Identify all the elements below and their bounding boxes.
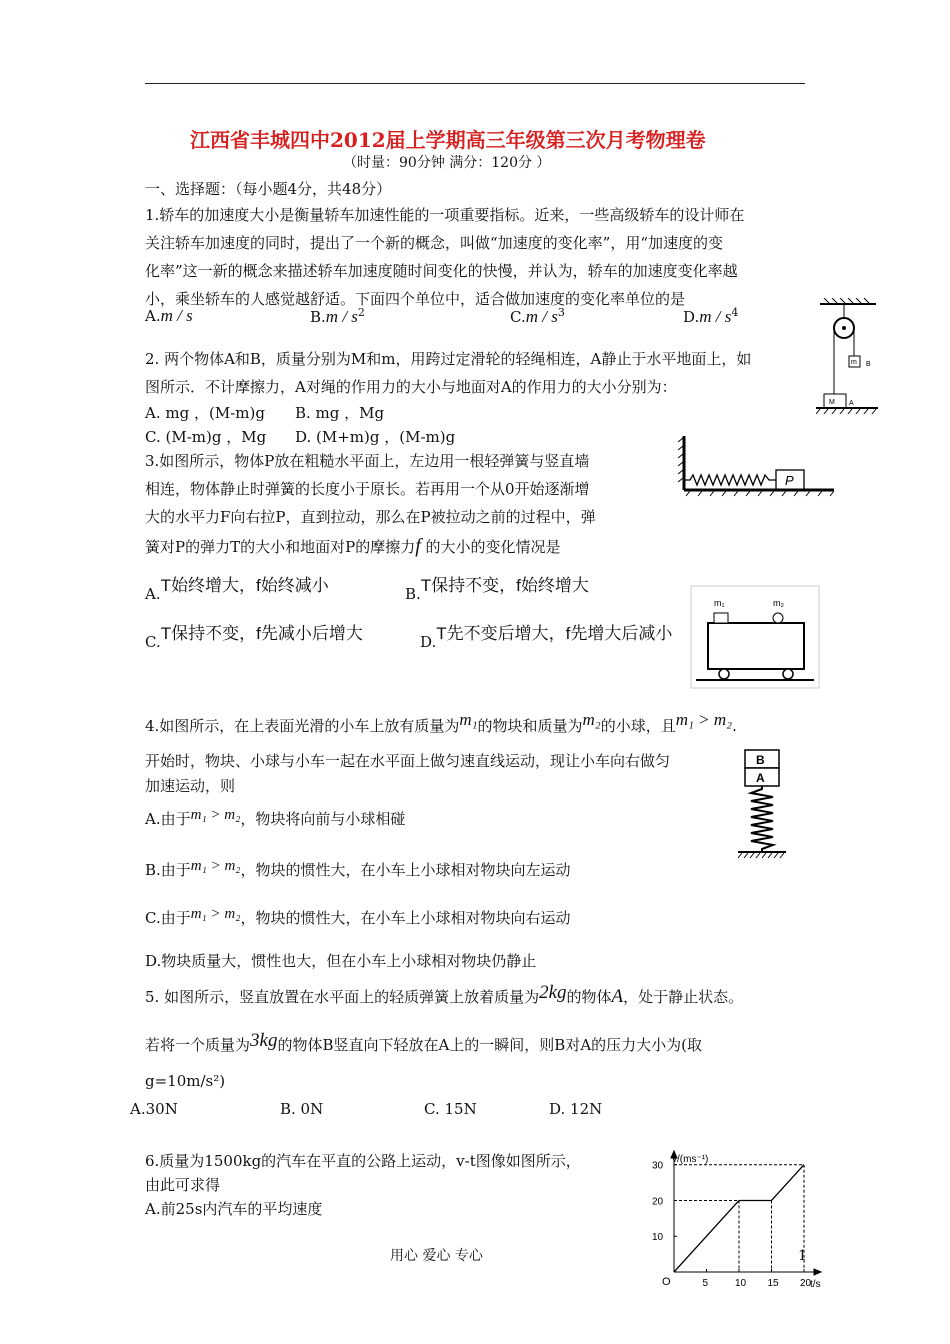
q4-text: 的小球，且 (600, 717, 676, 735)
q2-option-b: B. mg ，Mg (295, 404, 385, 422)
q5-text: 的物体B竖直向下轻放在A上的一瞬间，则B对A的压力大小为(取 (277, 1036, 703, 1054)
q1-option-a (145, 306, 193, 326)
unit: m / s (325, 307, 358, 326)
mass-value: 2kg (539, 982, 567, 1003)
y-tick-label: 30 (652, 1160, 664, 1172)
exam-info: （时量：90分钟 满分：120分 ） (343, 155, 551, 171)
q2-option-a: A. mg ，(M-m)g (145, 404, 265, 422)
friction-symbol: f (415, 535, 421, 557)
inequality: m₁ > m₂ (190, 807, 241, 823)
velocity-line-segment (772, 1165, 805, 1201)
option-label: A. (145, 585, 161, 603)
q3-line: 3.如图所示，物体P放在粗糙水平面上，左边用一根轻弹簧与竖直墙 (145, 452, 590, 470)
q4-option-a (145, 806, 405, 828)
q5-line (145, 982, 743, 1009)
q3-line: 相连，物体静止时弹簧的长度小于原长。若再用一个从0开始逐渐增 (145, 480, 590, 498)
exponent: 4 (731, 306, 739, 319)
page-title: 江西省丰城四中2012届上学期高三年级第三次月考物理卷 (190, 128, 706, 152)
option-text: T保持不变，f先减小后增大 (160, 624, 363, 643)
spring-wall-figure (678, 434, 838, 498)
q5-text: ，处于静止状态。 (623, 988, 744, 1006)
x-tick-label: 15 (767, 1278, 779, 1289)
x-tick-label: 10 (735, 1278, 747, 1289)
inequality: m₁ > m₂ (675, 710, 733, 729)
q3-text: 的大小的变化情况是 (425, 538, 561, 556)
unit: m / s (699, 307, 732, 326)
x-axis-arrow (814, 1269, 821, 1275)
option-text: T保持不变，f始终增大 (420, 576, 589, 595)
q6-line: 由此可求得 (145, 1176, 221, 1194)
option-label: D. (683, 308, 700, 326)
option-text: T始终增大，f始终减小 (160, 576, 329, 595)
q5-option-c: C. 15N (424, 1100, 477, 1118)
q3-option-c (145, 624, 363, 651)
pulley-figure (816, 298, 880, 416)
section-heading: 一、选择题：（每小题4分，共48分） (145, 180, 392, 198)
x-tick-label: 20 (800, 1278, 812, 1289)
option-label: C.由于 (145, 909, 191, 927)
option-text: T先不变后增大，f先增大后减小 (436, 624, 673, 643)
q5-text: 5. 如图所示，竖直放置在水平面上的轻质弹簧上放着质量为 (145, 988, 540, 1006)
q1-option-c (510, 306, 565, 327)
y-tick-label: 10 (652, 1232, 664, 1244)
option-label: B. (310, 308, 326, 326)
m2-symbol: m₂ (582, 710, 601, 729)
q1-line: 关注轿车加速度的同时，提出了一个新的概念，叫做“加速度的变化率”，用“加速度的变 (145, 234, 724, 252)
q4-text: 的物块和质量为 (477, 717, 583, 735)
q1-option-b (310, 306, 365, 327)
option-text: ，物块的惯性大，在小车上小球相对物块向左运动 (240, 861, 571, 879)
q2-option-c: C. (M-m)g ，Mg (145, 428, 267, 446)
option-label: B.由于 (145, 861, 191, 879)
x-axis-label: t/s (810, 1279, 821, 1290)
x-tick-label: 5 (702, 1278, 709, 1289)
y-axis-label: v/(ms⁻¹) (672, 1154, 709, 1165)
q4-option-c (145, 905, 570, 927)
cart-label-m2: m₂ (773, 598, 784, 608)
inequality: m₁ > m₂ (190, 906, 241, 922)
pulley-label-m: m (851, 359, 857, 366)
q2-line: 2. 两个物体A和B，质量分别为M和m，用跨过定滑轮的轻绳相连，A静止于水平地面上，如 (145, 350, 752, 368)
mass-value: 3kg (250, 1030, 278, 1051)
exponent: 3 (557, 306, 565, 319)
y-tick-label: 20 (652, 1196, 664, 1208)
page-number: 1 (798, 1248, 807, 1264)
spring-label-p: P (785, 473, 794, 488)
q2-line: 图所示．不计摩擦力，A对绳的作用力的大小与地面对A的作用力的大小分别为： (145, 378, 677, 396)
q1-line: 1.轿车的加速度大小是衡量轿车加速性能的一项重要指标。近来，一些高级轿车的设计师在 (145, 206, 745, 224)
q5-line (145, 1030, 702, 1054)
unit: m / s (160, 306, 193, 325)
option-label: C. (510, 308, 526, 326)
q4-line: 加速运动，则 (145, 777, 236, 795)
option-label: D. (420, 633, 437, 651)
q3-option-d (420, 624, 672, 651)
option-text: ，物块的惯性大，在小车上小球相对物块向右运动 (240, 909, 571, 927)
stack-label-a: A (756, 771, 765, 785)
footer-text: 用心 爱心 专心 (390, 1248, 483, 1264)
stack-label-b: B (756, 753, 765, 767)
cart-figure (690, 585, 820, 689)
q3-line: 大的水平力F向右拉P，直到拉动，那么在P被拉动之前的过程中，弹 (145, 508, 596, 526)
spring-stack-figure (734, 748, 790, 860)
pulley-label-big-m: M (829, 399, 835, 406)
vt-chart (640, 1148, 830, 1290)
q6-line: 6.质量为1500kg的汽车在平直的公路上运动，v-t图像如图所示， (145, 1152, 581, 1170)
pulley-label-a: A (849, 400, 854, 407)
cart-label-m1: m₁ (714, 598, 725, 608)
q1-option-d (683, 306, 738, 327)
q3-text: 簧对P的弹力T的大小和地面对P的摩擦力 (145, 538, 416, 556)
q4-line: 开始时，物块、小球与小车一起在水平面上做匀速直线运动，现让小车向右做匀 (145, 752, 671, 770)
q5-text: 的物体 (566, 988, 612, 1006)
option-label: B. (405, 585, 421, 603)
exponent: 2 (357, 306, 365, 319)
option-label: A.由于 (145, 810, 191, 828)
q4-line: 4.如图所示，在上表面光滑的小车上放有质量为m₁的物块和质量为m₂的小球，且m₁ > m₂. (145, 710, 737, 735)
option-text: ，物块将向前与小球相碰 (240, 810, 406, 828)
pulley-label-b: B (866, 361, 871, 368)
q5-option-b: B. 0N (280, 1100, 324, 1118)
q5-line: g=10m/s²) (145, 1072, 226, 1090)
q1-line: 小，乘坐轿车的人感觉越舒适。下面四个单位中，适合做加速度的变化率单位的是 (145, 290, 686, 308)
q3-option-b (405, 576, 589, 603)
unit: m / s (525, 307, 558, 326)
q3-line (145, 534, 561, 558)
m1-symbol: m₁ (459, 710, 478, 729)
q5-text: 若将一个质量为 (145, 1036, 251, 1054)
body-a-symbol: A (611, 986, 624, 1007)
origin-label: O (662, 1276, 671, 1288)
q5-option-d: D. 12N (549, 1100, 603, 1118)
header-rule (145, 83, 805, 84)
option-label: A. (145, 307, 161, 325)
q4-text: 4.如图所示，在上表面光滑的小车上放有质量为 (145, 717, 460, 735)
velocity-line-segment (674, 1200, 739, 1272)
q4-option-b (145, 857, 571, 879)
option-label: C. (145, 633, 161, 651)
q6-option-a: A.前25s内汽车的平均速度 (145, 1200, 323, 1218)
q5-option-a: A.30N (130, 1100, 178, 1118)
q3-option-a (145, 576, 329, 603)
inequality: m₁ > m₂ (190, 858, 241, 874)
q4-option-d: D.物块质量大，惯性也大，但在小车上小球相对物块仍静止 (145, 952, 537, 970)
q1-line: 化率”这一新的概念来描述轿车加速度随时间变化的快慢，并认为，轿车的加速度变化率越 (145, 262, 738, 280)
q2-option-d: D. (M+m)g ，(M-m)g (295, 428, 456, 446)
